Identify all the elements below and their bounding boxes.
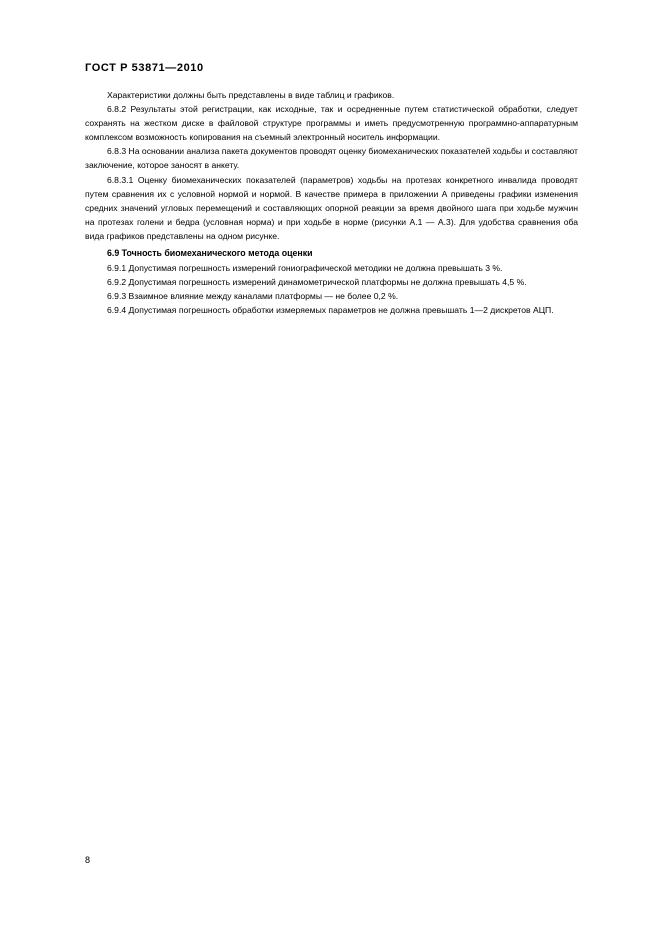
paragraph-6-9-2: 6.9.2 Допустимая погрешность измерений динамометрической платформы не должна превышать 4,5 %.: [107, 277, 527, 288]
paragraph-6-9-3: 6.9.3 Взаимное влияние между каналами платформы — не более 0,2 %.: [107, 291, 399, 302]
paragraph-6-8-3-1: 6.8.3.1 Оценку биомеханических показателей (параметров) ходьбы на протезах конкретного инвалида проводят путем сравнения их с условной нормой и нормой. В качестве примера в приложении А приведены графики изменения средних значений угловых перемещений и составляющих опорной реакции за время двойного шага при ходьбе мужчин на протезах голени и бедра (условная норма) и при ходьбе в норме (рисунки А.1 — А.3). Для удобства сравнения оба вида графиков представлены на одном рисунке.: [85, 174, 578, 241]
document-body: [85, 88, 578, 318]
paragraph-6-9-1: 6.9.1 Допустимая погрешность измерений гониографической методики не должна превышать 3 %.: [107, 263, 503, 274]
paragraph-characteristics: Характеристики должны быть представлены в виде таблиц и графиков.: [107, 90, 395, 100]
paragraph-6-8-2: 6.8.2 Результаты этой регистрации, как исходные, так и осредненные путем статистической обработки, следует сохранять на жестком диске в файловой структуре программы и иметь предусмотренную программно-аппаратурным комплексом возможность копирования на съемный электронный носитель информации.: [85, 104, 578, 143]
subheading-6-9: 6.9 Точность биомеханического метода оценки: [107, 248, 313, 259]
paragraph-6-8-3: 6.8.3 На основании анализа пакета документов проводят оценку биомеханических показателей ходьбы и составляют заключение, которое заносят в анкету.: [85, 146, 578, 171]
paragraph-6-9-4: 6.9.4 Допустимая погрешность обработки измеряемых параметров не должна превышать 1—2 дискретов АЦП.: [107, 305, 554, 316]
page-header: ГОСТ Р 53871—2010: [85, 62, 204, 74]
page-number: 8: [85, 855, 91, 865]
